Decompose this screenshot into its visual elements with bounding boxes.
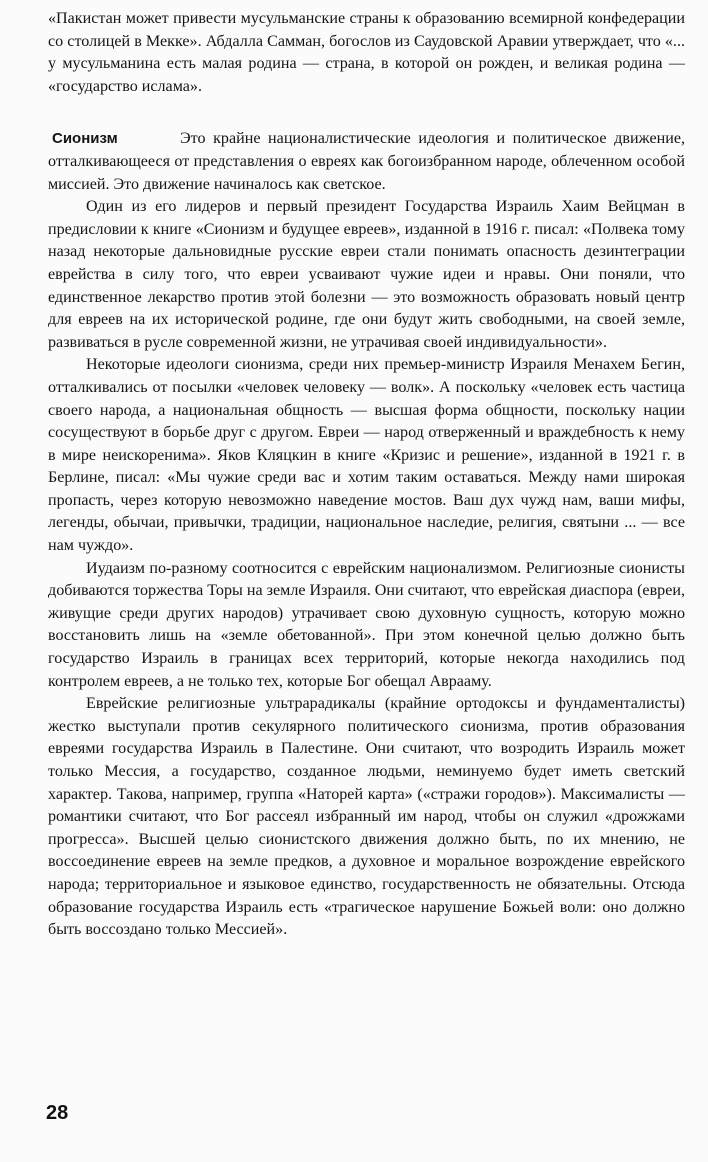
paragraph: Некоторые идеологи сионизма, среди них премьер-министр Израиля Менахем Бегин, отталкивались от посылки «человек человеку — волк». А поскольку «человек есть частица своего народа, а национальная общность — высшая форма общности, поскольку нации сосуществуют в борьбе друг с другом. Евреи — народ отверженный и враждебность к нему в мире неискоренима». Яков Кляцкин в книге «Кризис и решение», изданной в 1921 г. в Берлине, писал: «Мы чужие среди вас и хотим таким оставаться. Между нами широкая пропасть, через которую невозможно наведение мостов. Ваш дух чужд нам, ваши мифы, легенды, обычаи, привычки, традиции, национальное наследие, религия, святыни ... — все нам чуждо». [48, 356, 685, 555]
paragraph: Один из его лидеров и первый президент Государства Израиль Хаим Вейцман в предисловии к книге «Сионизм и будущее евреев», изданной в 1916 г. писал: «Полвека тому назад некоторые дальновидные русские евреи стали понимать опасность дезинтеграции еврейства в силу того, что евреи усваивают чужие идеи и нравы. Они поняли, что единственное лекарство против этой болезни — это возможность образовать новый центр для евреев на их исторической родине, где они будут жить свободными, на своей земле, развиваться в русле современной жизни, не утрачивая своей индивидуальности». [48, 198, 685, 351]
page-number: 28 [46, 1102, 69, 1124]
paragraph: Еврейские религиозные ультрарадикалы (крайние ортодоксы и фундаменталисты) жестко выступали против секулярного политического сионизма, против образования евреями государства Израиль в Палестине. Они считают, что возродить Израиль может только Мессия, а государство, созданное людьми, неминуемо будет иметь светский характер. Такова, например, группа «Наторей карта» («стражи городов»). Максималисты — романтики считают, что Бог рассеял избранный им народ, чтобы он служил «дрожжами прогресса». Высшей целью сионистского движения должно быть, по их мнению, не воссоединение евреев на земле предков, а духовное и моральное возрождение еврейского народа; территориальное и языковое единство, государственность не обязательны. Отсюда образование государства Израиль есть «трагическое нарушение Божьей воли: оно должно быть воссоздано только Мессией». [48, 695, 685, 939]
paragraph: Иудаизм по-разному соотносится с еврейским национализмом. Религиозные сионисты добиваются торжества Торы на земле Израиля. Они считают, что еврейская диаспора (евреи, живущие среди других народов) утрачивает свою духовную сущность, которую можно восстановить лишь на «земле обетованной». При этом конечной целью должно быть государство Израиль в границах всех территорий, которые некогда находились под контролем евреев, а не только тех, которые Бог обещал Аврааму. [48, 559, 685, 690]
intro-paragraph: «Пакистан может привести мусульманские страны к образованию всемирной конфедерации со столицей в Мекке». Абдалла Самман, богослов из Саудовской Аравии утверждает, что «... у мусульманина есть малая родина — страна, в которой он рожден, и великая родина — «государство ислама». [48, 10, 685, 95]
page-text [48, 8, 685, 942]
section-heading: Сионизм [52, 130, 118, 148]
paragraph: Это крайне националистические идеология и политическое движение, отталкивающееся от представления о евреях как богоизбранном народе, облеченном особой миссией. Это движение начиналось как светское. [48, 130, 685, 193]
